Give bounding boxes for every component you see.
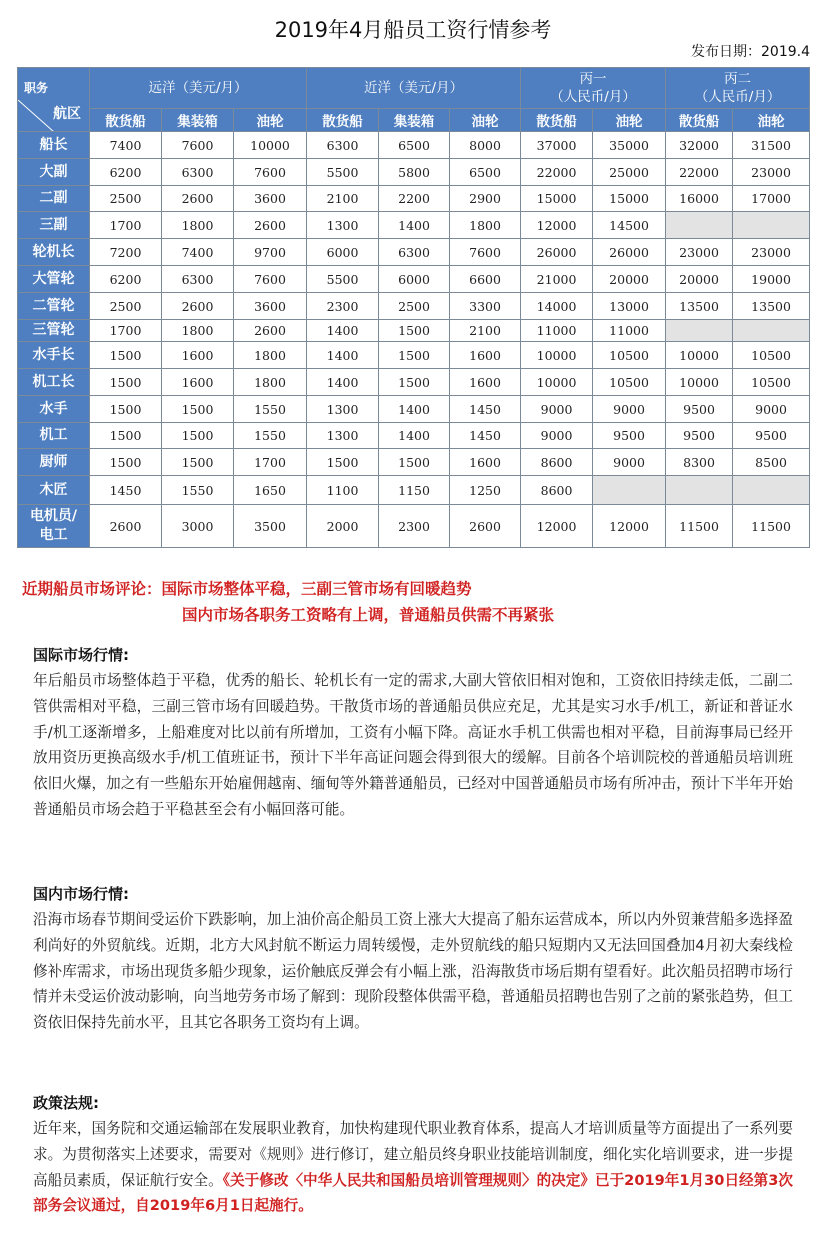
wage-cell: 9000 xyxy=(733,396,810,423)
wage-cell: 2600 xyxy=(162,293,234,320)
domestic-body: 沿海市场春节期间受运价下跌影响，加上油价高企船员工资上涨大大提高了船东运营成本，所以内外贸兼营船多选择盈利尚好的外贸航线。近期，北方大风封航不断运力周转缓慢，走外贸航线的船只短期内又无法回国叠加4月初大秦线检修补库需求，市场出现货多船少现象，运价触底反弹会有小幅上涨，沿海散货市场后期有望看好。此次船员招聘市场行情并未受运价波动影响，向当地劳务市场了解到：现阶段整体供需平稳，普通船员招聘也告别了之前的紧张趋势，但工资依旧保持先前水平，且其它各职务工资均有上调。 xyxy=(33,911,793,1032)
sub-header: 散货船 xyxy=(666,109,733,132)
wage-cell: 10500 xyxy=(593,369,666,396)
table-row xyxy=(18,239,810,266)
wage-cell: 5500 xyxy=(307,159,379,186)
role-label: 电机员/ 电工 xyxy=(18,505,90,548)
wage-cell: 11500 xyxy=(733,505,810,548)
policy-highlight: 《关于修改〈中华人民共和国船员培训管理规则〉的决定》已于2019年1月30日经第3次部务会议通过，自2019年6月1日起施行。 xyxy=(33,1171,793,1215)
group-header-row xyxy=(18,68,810,109)
wage-cell: 37000 xyxy=(521,132,593,159)
wage-cell: 1600 xyxy=(162,369,234,396)
role-label: 轮机长 xyxy=(18,239,90,266)
domestic-section xyxy=(33,881,793,1036)
role-label: 木匠 xyxy=(18,476,90,505)
role-label: 三副 xyxy=(18,212,90,239)
sub-header: 集装箱 xyxy=(162,109,234,132)
group-header: 远洋（美元/月） xyxy=(90,68,307,109)
corner-top-label: 航区 xyxy=(53,105,81,122)
table-row xyxy=(18,186,810,212)
role-label: 大副 xyxy=(18,159,90,186)
wage-cell: 7600 xyxy=(162,132,234,159)
role-label: 机工 xyxy=(18,423,90,449)
wage-cell: 25000 xyxy=(593,159,666,186)
wage-cell: 3300 xyxy=(450,293,521,320)
wage-cell: 13500 xyxy=(733,293,810,320)
wage-cell: 1250 xyxy=(450,476,521,505)
wage-cell: 10000 xyxy=(521,369,593,396)
wage-cell: 1300 xyxy=(307,423,379,449)
wage-cell: 1400 xyxy=(379,396,450,423)
wage-cell: 32000 xyxy=(666,132,733,159)
group-header: 近洋（美元/月） xyxy=(307,68,521,109)
comment-line-1: 近期船员市场评论：国际市场整体平稳，三副三管市场有回暖趋势 xyxy=(22,580,472,598)
wage-cell: 2600 xyxy=(162,186,234,212)
wage-cell: 1500 xyxy=(379,369,450,396)
international-body: 年后船员市场整体趋于平稳，优秀的船长、轮机长有一定的需求,大副大管依旧相对饱和，工资依旧持续走低，二副二管供需相对平稳，三副三管市场有回暖趋势。干散货市场的普通船员供应充足，尤其是实习水手/机工，新证和普证水手/机工逐渐增多，上船难度对比以前有所增加，工资有小幅下降。高证水手机工供需也相对平稳，目前海事局已经开放用资历更换高级水手/机工值班证书，预计下半年高证问题会得到很大的缓解。目前各个培训院校的普通船员培训班依旧火爆，加之有一些船东开始雇佣越南、缅甸等外籍普通船员，已经对中国普通船员市场有所冲击，预计下半年开始普通船员市场会趋于平稳甚至会有小幅回落可能。 xyxy=(33,672,793,818)
wage-cell: 2900 xyxy=(450,186,521,212)
wage-cell: 1400 xyxy=(307,320,379,342)
wage-cell: 7200 xyxy=(90,239,162,266)
table-row xyxy=(18,505,810,548)
sub-header-row xyxy=(18,109,810,132)
wage-cell: 6000 xyxy=(307,239,379,266)
international-section xyxy=(33,642,793,823)
wage-cell xyxy=(733,476,810,505)
wage-cell: 6200 xyxy=(90,266,162,293)
wage-cell: 1600 xyxy=(450,449,521,476)
policy-section xyxy=(33,1090,793,1219)
wage-cell: 10000 xyxy=(666,342,733,369)
wage-cell: 8500 xyxy=(733,449,810,476)
wage-cell: 31500 xyxy=(733,132,810,159)
wage-cell: 1800 xyxy=(234,369,307,396)
wage-cell: 9000 xyxy=(521,396,593,423)
wage-cell: 2300 xyxy=(307,293,379,320)
policy-text: 近年来，国务院和交通运输部在发展职业教育，加快构建现代职业教育体系，提高人才培训质量等方面提出了一系列要求。为贯彻落实上述要求，需要对《规则》进行修订，建立船员终身职业技能培训制度，细化实化培训要求，进一步提高船员素质，保证航行安全。 xyxy=(33,1120,793,1189)
wage-cell: 9500 xyxy=(666,423,733,449)
wage-cell: 23000 xyxy=(666,239,733,266)
policy-body xyxy=(33,1116,793,1219)
wage-cell: 19000 xyxy=(733,266,810,293)
publish-date: 发布日期：2019.4 xyxy=(691,44,810,60)
wage-cell: 6600 xyxy=(450,266,521,293)
wage-cell: 14000 xyxy=(521,293,593,320)
corner-bottom-label: 职务 xyxy=(24,80,49,95)
wage-cell: 23000 xyxy=(733,159,810,186)
domestic-heading: 国内市场行情: xyxy=(33,885,129,903)
wage-cell: 10000 xyxy=(521,342,593,369)
wage-cell: 9700 xyxy=(234,239,307,266)
wage-cell: 1650 xyxy=(234,476,307,505)
role-label: 水手长 xyxy=(18,342,90,369)
role-label: 水手 xyxy=(18,396,90,423)
wage-cell: 1500 xyxy=(90,369,162,396)
wage-cell: 1500 xyxy=(90,342,162,369)
corner-cell xyxy=(18,68,90,132)
wage-cell: 7400 xyxy=(162,239,234,266)
table-row xyxy=(18,396,810,423)
wage-cell: 3600 xyxy=(234,186,307,212)
wage-cell: 1700 xyxy=(234,449,307,476)
wage-cell: 1550 xyxy=(234,423,307,449)
wage-cell: 1150 xyxy=(379,476,450,505)
wage-cell: 1800 xyxy=(162,320,234,342)
wage-cell: 10500 xyxy=(593,342,666,369)
wage-cell: 22000 xyxy=(666,159,733,186)
wage-cell: 1500 xyxy=(162,423,234,449)
wage-cell: 1450 xyxy=(90,476,162,505)
wage-cell: 1500 xyxy=(90,449,162,476)
wage-cell: 10000 xyxy=(234,132,307,159)
sub-header: 散货船 xyxy=(90,109,162,132)
wage-cell: 6300 xyxy=(307,132,379,159)
wage-cell: 11000 xyxy=(593,320,666,342)
wage-cell: 1500 xyxy=(90,423,162,449)
sub-header: 油轮 xyxy=(234,109,307,132)
wage-cell: 1450 xyxy=(450,423,521,449)
wage-cell: 3000 xyxy=(162,505,234,548)
wage-cell: 26000 xyxy=(521,239,593,266)
wage-cell: 9000 xyxy=(593,449,666,476)
wage-cell: 10000 xyxy=(666,369,733,396)
wage-cell: 8000 xyxy=(450,132,521,159)
wage-cell: 1400 xyxy=(379,212,450,239)
table-row xyxy=(18,293,810,320)
wage-cell: 20000 xyxy=(593,266,666,293)
wage-cell: 14500 xyxy=(593,212,666,239)
table-row xyxy=(18,212,810,239)
wage-cell: 1300 xyxy=(307,396,379,423)
wage-cell: 7600 xyxy=(450,239,521,266)
wage-cell: 1800 xyxy=(450,212,521,239)
table-row xyxy=(18,423,810,449)
wage-cell: 15000 xyxy=(521,186,593,212)
wage-cell: 9500 xyxy=(666,396,733,423)
role-label: 大管轮 xyxy=(18,266,90,293)
wage-cell: 17000 xyxy=(733,186,810,212)
sub-header: 油轮 xyxy=(593,109,666,132)
wage-cell: 1400 xyxy=(379,423,450,449)
wage-cell: 1400 xyxy=(307,369,379,396)
wage-cell: 1600 xyxy=(450,342,521,369)
wage-cell: 1300 xyxy=(307,212,379,239)
wage-cell: 1500 xyxy=(379,449,450,476)
wage-cell: 2600 xyxy=(90,505,162,548)
wage-cell xyxy=(593,476,666,505)
wage-cell: 12000 xyxy=(521,212,593,239)
wage-cell: 21000 xyxy=(521,266,593,293)
wage-cell: 23000 xyxy=(733,239,810,266)
table-row xyxy=(18,449,810,476)
wage-cell: 9500 xyxy=(733,423,810,449)
wage-cell: 20000 xyxy=(666,266,733,293)
group-header: 丙一 （人民币/月） xyxy=(521,68,666,109)
wage-cell xyxy=(733,320,810,342)
wage-cell xyxy=(666,212,733,239)
wage-cell: 2500 xyxy=(90,186,162,212)
wage-cell: 15000 xyxy=(593,186,666,212)
table-row xyxy=(18,320,810,342)
wage-cell: 12000 xyxy=(521,505,593,548)
wage-cell: 5800 xyxy=(379,159,450,186)
wage-cell: 1500 xyxy=(379,320,450,342)
wage-cell: 8600 xyxy=(521,449,593,476)
wage-cell: 1800 xyxy=(162,212,234,239)
wage-cell: 5500 xyxy=(307,266,379,293)
wage-cell: 1100 xyxy=(307,476,379,505)
wage-cell: 2500 xyxy=(379,293,450,320)
wage-cell: 9000 xyxy=(521,423,593,449)
wage-cell: 3600 xyxy=(234,293,307,320)
wage-cell: 11500 xyxy=(666,505,733,548)
role-label: 厨师 xyxy=(18,449,90,476)
wage-cell xyxy=(666,320,733,342)
wage-cell: 1500 xyxy=(90,396,162,423)
wage-cell: 1600 xyxy=(450,369,521,396)
page-title: 2019年4月船员工资行情参考 xyxy=(274,18,552,42)
wage-cell: 2600 xyxy=(234,320,307,342)
wage-cell xyxy=(666,476,733,505)
sub-header: 散货船 xyxy=(521,109,593,132)
wage-cell: 1600 xyxy=(162,342,234,369)
international-heading: 国际市场行情: xyxy=(33,646,129,664)
wage-cell: 1550 xyxy=(234,396,307,423)
wage-cell: 2300 xyxy=(379,505,450,548)
wage-cell: 35000 xyxy=(593,132,666,159)
wage-cell: 8300 xyxy=(666,449,733,476)
wage-cell: 1500 xyxy=(379,342,450,369)
wage-cell: 6300 xyxy=(162,159,234,186)
comment-line-2: 国内市场各职务工资略有上调，普通船员供需不再紧张 xyxy=(182,606,555,624)
wage-cell: 2100 xyxy=(307,186,379,212)
wage-cell: 9500 xyxy=(593,423,666,449)
wage-table xyxy=(17,67,810,548)
wage-cell: 6300 xyxy=(379,239,450,266)
wage-cell: 6000 xyxy=(379,266,450,293)
sub-header: 油轮 xyxy=(450,109,521,132)
wage-cell: 7400 xyxy=(90,132,162,159)
table-row xyxy=(18,369,810,396)
wage-cell: 1800 xyxy=(234,342,307,369)
table-row xyxy=(18,342,810,369)
wage-cell: 7600 xyxy=(234,266,307,293)
wage-cell: 1700 xyxy=(90,212,162,239)
wage-cell: 6500 xyxy=(450,159,521,186)
wage-cell: 1450 xyxy=(450,396,521,423)
wage-cell: 6500 xyxy=(379,132,450,159)
role-label: 机工长 xyxy=(18,369,90,396)
wage-cell: 10500 xyxy=(733,369,810,396)
table-row xyxy=(18,132,810,159)
wage-cell: 1500 xyxy=(162,396,234,423)
wage-cell: 10500 xyxy=(733,342,810,369)
wage-cell: 2600 xyxy=(450,505,521,548)
wage-cell: 2600 xyxy=(234,212,307,239)
wage-cell: 13000 xyxy=(593,293,666,320)
role-label: 船长 xyxy=(18,132,90,159)
wage-cell: 1550 xyxy=(162,476,234,505)
wage-cell: 12000 xyxy=(593,505,666,548)
wage-cell: 13500 xyxy=(666,293,733,320)
group-header: 丙二 （人民币/月） xyxy=(666,68,810,109)
role-label: 二管轮 xyxy=(18,293,90,320)
wage-cell xyxy=(733,212,810,239)
wage-cell: 8600 xyxy=(521,476,593,505)
wage-cell: 6300 xyxy=(162,266,234,293)
wage-cell: 2000 xyxy=(307,505,379,548)
wage-cell: 16000 xyxy=(666,186,733,212)
wage-cell: 2200 xyxy=(379,186,450,212)
wage-cell: 26000 xyxy=(593,239,666,266)
wage-cell: 2100 xyxy=(450,320,521,342)
market-comment xyxy=(22,576,812,628)
wage-cell: 1500 xyxy=(162,449,234,476)
wage-cell: 2500 xyxy=(90,293,162,320)
role-label: 三管轮 xyxy=(18,320,90,342)
role-label: 二副 xyxy=(18,186,90,212)
policy-heading: 政策法规: xyxy=(33,1094,99,1112)
sub-header: 油轮 xyxy=(733,109,810,132)
wage-cell: 9000 xyxy=(593,396,666,423)
wage-cell: 6200 xyxy=(90,159,162,186)
sub-header: 散货船 xyxy=(307,109,379,132)
wage-cell: 1400 xyxy=(307,342,379,369)
wage-cell: 22000 xyxy=(521,159,593,186)
wage-cell: 11000 xyxy=(521,320,593,342)
table-row xyxy=(18,266,810,293)
wage-cell: 1700 xyxy=(90,320,162,342)
table-row xyxy=(18,476,810,505)
table-row xyxy=(18,159,810,186)
wage-cell: 3500 xyxy=(234,505,307,548)
wage-cell: 7600 xyxy=(234,159,307,186)
sub-header: 集装箱 xyxy=(379,109,450,132)
wage-cell: 1500 xyxy=(307,449,379,476)
